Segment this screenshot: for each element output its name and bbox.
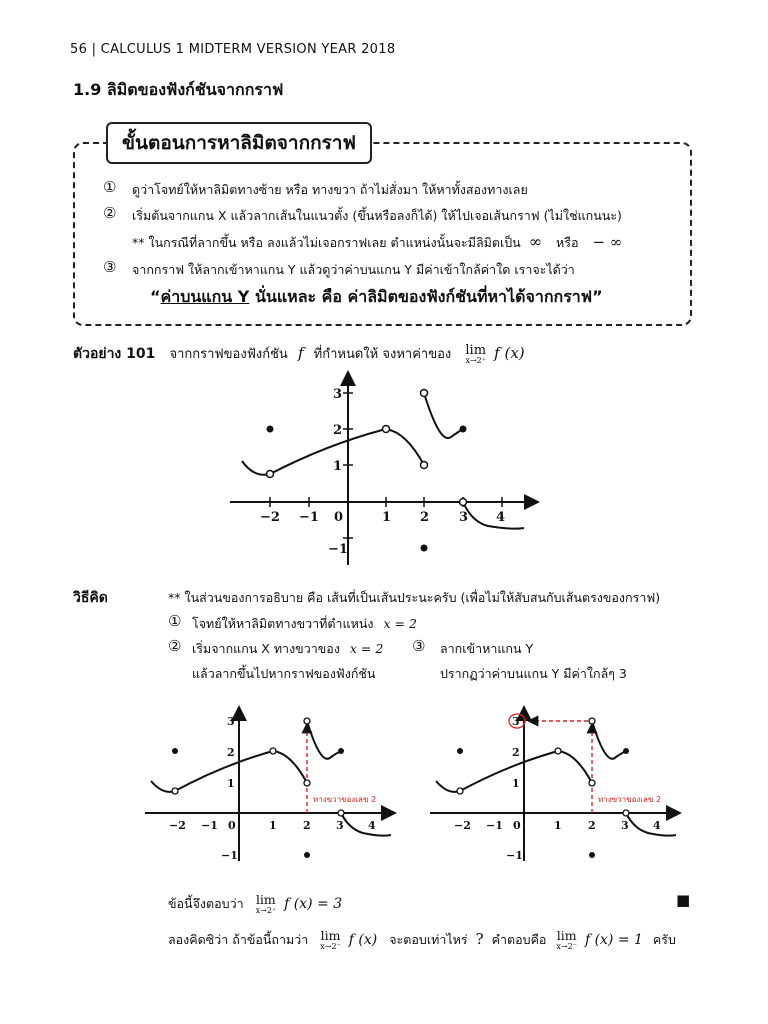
sol-step-3b: ปรากฏว่าค่าบนแกน Y มีค่าใกล้ๆ 3 <box>440 666 627 681</box>
g1-x-1: 1 <box>269 819 277 832</box>
g2-arrow-label: ทางขวาของเลข 2 <box>598 795 662 804</box>
x-tick-neg2: −2 <box>260 510 280 525</box>
sol-step-3-number: ③ <box>412 637 426 655</box>
x-tick-2: 2 <box>420 510 430 525</box>
answer-text: ข้อนี้จึงตอบว่า <box>168 896 244 911</box>
step-3-text: จากกราฟ ให้ลากเข้าหาแกน Y แล้วดูว่าค่าบนแกน Y มีค่าเข้าใกล้ค่าใด เราจะได้ว่า <box>132 262 575 277</box>
question-end: ครับ <box>652 932 676 947</box>
g1-y-2: 2 <box>227 746 235 759</box>
step-1-text: ดูว่าโจทย์ให้หาลิมิตทางซ้าย หรือ ทางขวา ถ้าไม่สั่งมา ให้หาทั้งสองทางเลย <box>132 182 528 197</box>
g2-x-2: 2 <box>588 819 596 832</box>
question-limit <box>320 930 341 951</box>
solution-label: วิธีคิด <box>73 590 108 606</box>
g1-x-0: 0 <box>228 819 236 832</box>
g2-x-neg1: −1 <box>486 819 503 832</box>
section-title: 1.9 ลิมิตของฟังก์ชันจากกราฟ <box>73 80 284 99</box>
end-mark: ■ <box>676 891 691 909</box>
question-lim-sub-2: x→2⁻ <box>556 941 577 951</box>
question-answer-limit <box>556 930 577 951</box>
example-lim: lim <box>465 343 487 358</box>
question-lim: lim <box>320 928 341 944</box>
y-tick-neg1: −1 <box>328 542 348 557</box>
g1-y-neg1: −1 <box>221 849 238 862</box>
sol-step-2-eq: x = 2 <box>349 641 384 656</box>
quote-open: “ <box>150 287 161 306</box>
main-graph <box>228 370 540 570</box>
g1-x-2: 2 <box>303 819 311 832</box>
procedure-box-title: ขั้นตอนการหาลิมิตจากกราฟ <box>106 122 372 164</box>
g2-x-neg2: −2 <box>454 819 471 832</box>
x-tick-neg1: −1 <box>299 510 319 525</box>
question-lim-sub: x→2⁻ <box>320 941 341 951</box>
solution-graph-2 <box>428 705 683 865</box>
step-2-number: ② <box>103 204 117 222</box>
example-label: ตัวอย่าง 101 <box>73 346 156 362</box>
sol-step-2 <box>192 639 383 659</box>
question-line <box>168 930 676 951</box>
or-text: หรือ <box>556 235 579 250</box>
question-text-2: จะตอบเท่าไหร่ <box>389 932 468 947</box>
example-limit <box>465 344 486 365</box>
g2-y-1: 1 <box>512 777 520 790</box>
answer-lim: lim <box>255 892 276 908</box>
x-tick-4: 4 <box>496 510 506 525</box>
example-text-2: ที่กำหนดให้ จงหาค่าของ <box>313 347 452 362</box>
y-tick-2: 2 <box>333 423 343 438</box>
infinity-symbol: ∞ <box>528 232 543 251</box>
key-quote <box>150 285 603 310</box>
g2-x-4: 4 <box>653 819 661 832</box>
sol-step-2-number: ② <box>168 637 182 655</box>
sol-step-1 <box>192 614 417 634</box>
g1-x-3: 3 <box>336 819 344 832</box>
g2-y-2: 2 <box>512 746 520 759</box>
step-1-number: ① <box>103 178 117 196</box>
step-2-note-text: ** ในกรณีที่ลากขึ้น หรือ ลงแล้วไม่เจอกราฟเลย ตำแหน่งนั้นจะมีลิมิตเป็น <box>132 235 521 250</box>
example-f: f <box>297 344 304 362</box>
example-lim-sub: x→2⁺ <box>465 356 486 365</box>
question-text-3: คำตอบคือ <box>491 932 547 947</box>
x-tick-1: 1 <box>382 510 392 525</box>
x-tick-3: 3 <box>459 510 469 525</box>
sol-step-1-number: ① <box>168 612 182 630</box>
sol-step-1-eq: x = 2 <box>383 616 417 631</box>
g1-x-4: 4 <box>368 819 376 832</box>
step-3-number: ③ <box>103 258 117 276</box>
solution-graph-1 <box>143 705 398 865</box>
quote-underlined: ค่าบนแกน Y <box>160 287 250 306</box>
curve-middle <box>424 393 463 438</box>
question-lim-2: lim <box>556 928 577 944</box>
negative-infinity-symbol: − ∞ <box>592 233 623 251</box>
question-answer: f (x) = 1 <box>584 932 643 948</box>
curve-right <box>463 502 524 529</box>
question-text: ลองคิดซิว่า ถ้าข้อนี้ถามว่า <box>168 932 309 947</box>
y-tick-1: 1 <box>333 459 343 474</box>
answer-lim-sub: x→2⁺ <box>255 905 277 915</box>
sol-step-2-text: เริ่มจากแกน X ทางขวาของ <box>192 641 340 656</box>
question-fx: f (x) <box>348 932 378 948</box>
answer-line <box>168 894 342 915</box>
question-mark: ? <box>475 930 484 948</box>
g1-arrow-label: ทางขวาของเลข 2 <box>313 795 377 804</box>
y-tick-3: 3 <box>333 387 343 402</box>
x-tick-0: 0 <box>334 510 344 525</box>
sol-step-3: ลากเข้าหาแกน Y <box>440 641 534 656</box>
answer-expr: f (x) = 3 <box>284 896 343 912</box>
g1-x-neg2: −2 <box>169 819 186 832</box>
g2-x-3: 3 <box>621 819 629 832</box>
answer-limit <box>256 894 277 915</box>
g2-x-1: 1 <box>554 819 562 832</box>
step-2-note <box>132 232 622 253</box>
g1-y-1: 1 <box>227 777 235 790</box>
example-line <box>73 343 525 365</box>
example-text: จากกราฟของฟังก์ชัน <box>169 347 288 362</box>
step-2-text: เริ่มต้นจากแกน X แล้วลากเส้นในแนวตั้ง (ขึ้นหรือลงก็ได้) ให้ไปเจอเส้นกราฟ (ไม่ใช่แกนนะ) <box>132 208 622 223</box>
quote-rest: นั่นแหละ คือ ค่าลิมิตของฟังก์ชันที่หาได้จากกราฟ” <box>249 287 603 306</box>
g1-y-3: 3 <box>227 715 235 728</box>
page-header: 56 | CALCULUS 1 MIDTERM VERSION YEAR 2018 <box>70 42 396 57</box>
solution-intro: ** ในส่วนของการอธิบาย คือ เส้นที่เป็นเส้นประนะครับ (เพื่อไม่ให้สับสนกับเส้นตรงของกราฟ) <box>168 590 661 605</box>
sol-step-1-text: โจทย์ให้หาลิมิตทางขวาที่ตำแหน่ง <box>192 616 374 631</box>
g1-x-neg1: −1 <box>201 819 218 832</box>
g2-y-neg1: −1 <box>506 849 523 862</box>
sol-step-2b: แล้วลากขึ้นไปหากราฟของฟังก์ชัน <box>192 666 376 681</box>
g2-y-3: 3 <box>512 715 520 728</box>
g2-x-0: 0 <box>513 819 521 832</box>
example-fx: f (x) <box>494 344 525 362</box>
